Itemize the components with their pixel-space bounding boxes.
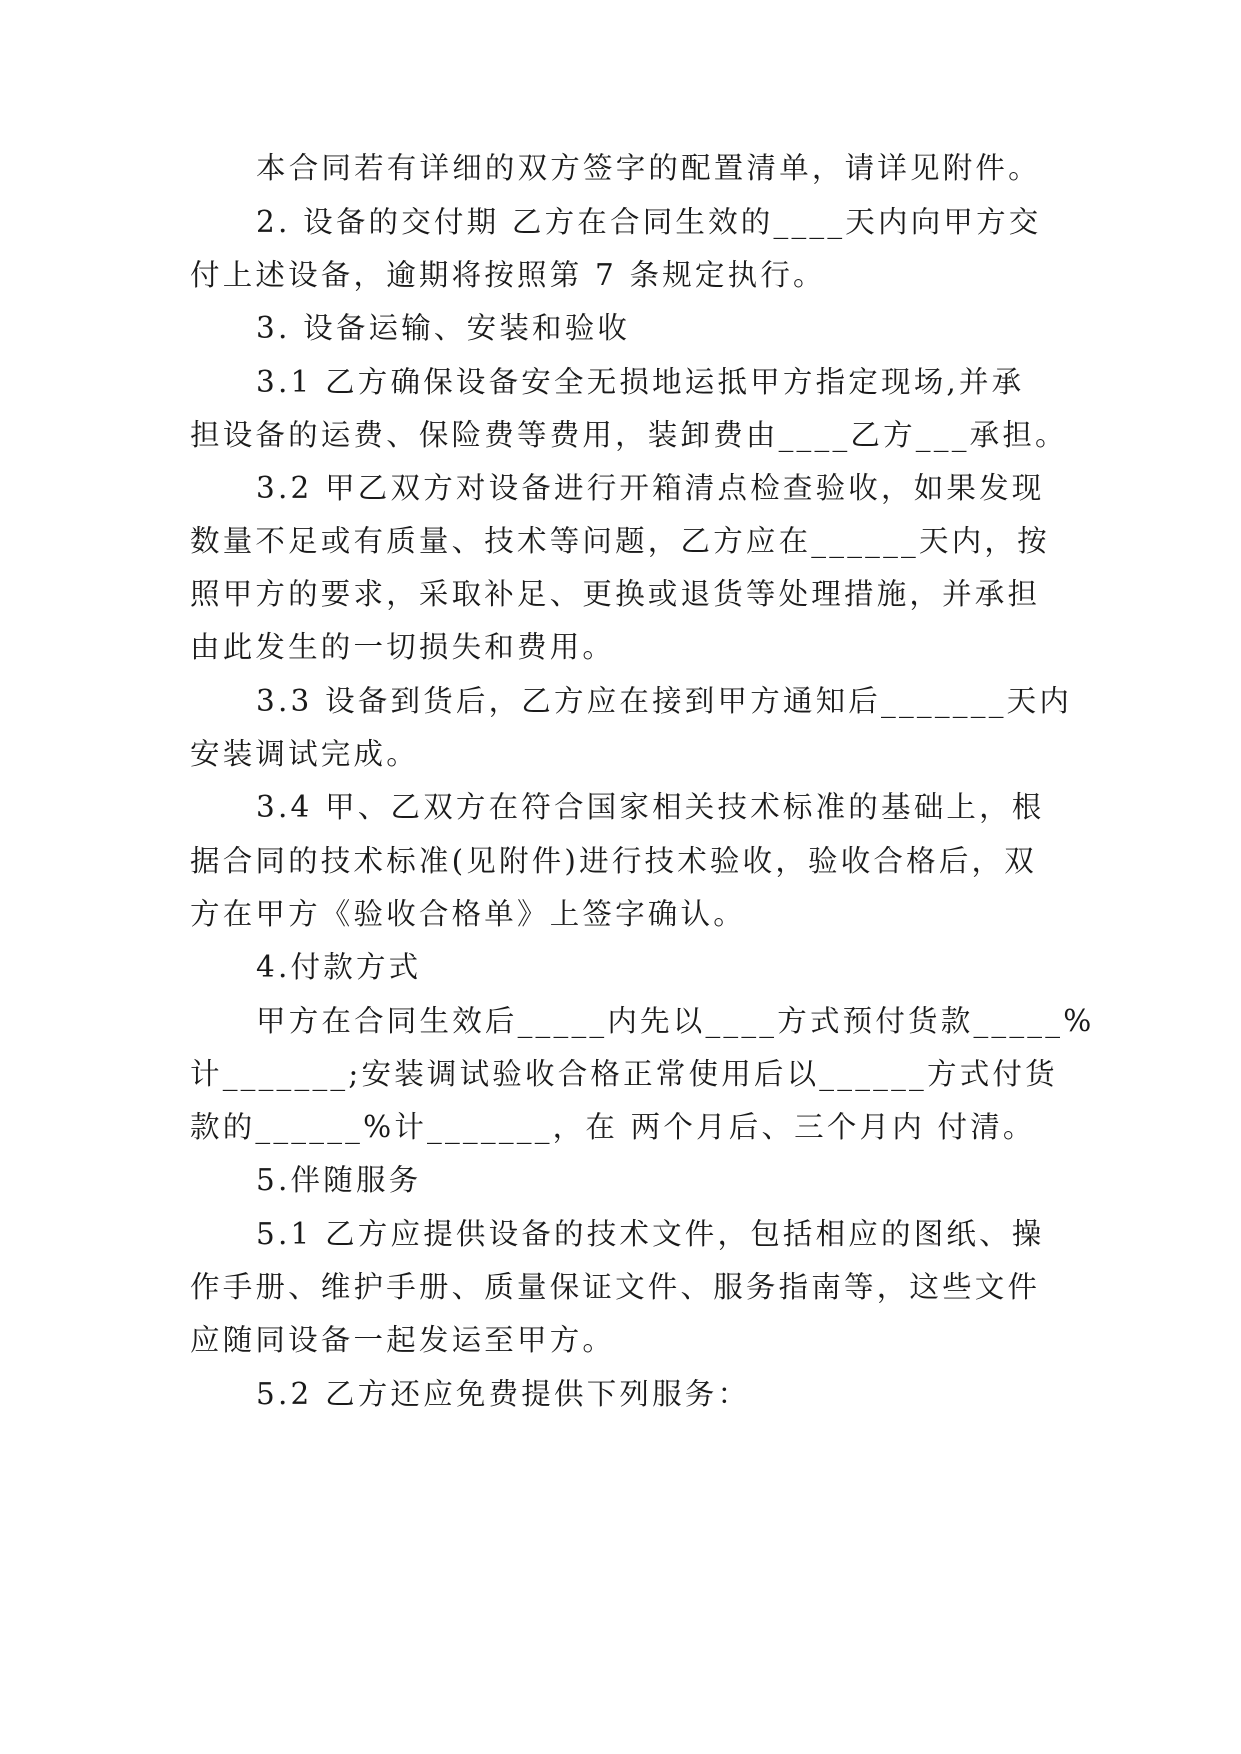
text-line: 2. 设备的交付期 乙方在合同生效的____天内向甲方交 [256,205,1042,239]
text-line: 据合同的技术标准(见附件)进行技术验收，验收合格后，双 [190,844,1037,878]
text-line: 作手册、维护手册、质量保证文件、服务指南等，这些文件 [190,1270,1041,1304]
text-line: 担设备的运费、保险费等费用，装卸费由____乙方___承担。 [190,418,1068,452]
text-line: 3.2 甲乙双方对设备进行开箱清点检查验收，如果发现 [256,471,1045,505]
text-line: 3.1 乙方确保设备安全无损地运抵甲方指定现场,并承 [256,365,1025,399]
section-heading: 3. 设备运输、安装和验收 [256,311,631,345]
text-line: 数量不足或有质量、技术等问题，乙方应在______天内，按 [190,524,1050,558]
section-heading: 4.付款方式 [256,950,422,984]
text-line: 照甲方的要求，采取补足、更换或退货等处理措施，并承担 [190,577,1041,611]
text-line: 5.2 乙方还应免费提供下列服务： [256,1377,751,1411]
text-line: 付上述设备，逾期将按照第 7 条规定执行。 [190,258,826,292]
text-line: 方在甲方《验收合格单》上签字确认。 [190,897,746,931]
text-line: 由此发生的一切损失和费用。 [190,630,616,664]
text-line: 应随同设备一起发运至甲方。 [190,1323,616,1357]
text-line: 甲方在合同生效后_____内先以____方式预付货款_____% [256,1004,1095,1038]
section-heading: 5.伴随服务 [256,1163,422,1197]
text-line: 款的______%计_______，在 两个月后、三个月内 付清。 [190,1110,1036,1144]
text-line: 5.1 乙方应提供设备的技术文件，包括相应的图纸、操 [256,1217,1045,1251]
text-line: 3.3 设备到货后，乙方应在接到甲方通知后_______天内 [256,684,1073,718]
text-line: 3.4 甲、乙双方在符合国家相关技术标准的基础上，根 [256,790,1045,824]
text-line: 本合同若有详细的双方签字的配置清单，请详见附件。 [256,151,1041,185]
text-line: 安装调试完成。 [190,737,419,771]
text-line: 计_______;安装调试验收合格正常使用后以______方式付货 [190,1057,1058,1091]
